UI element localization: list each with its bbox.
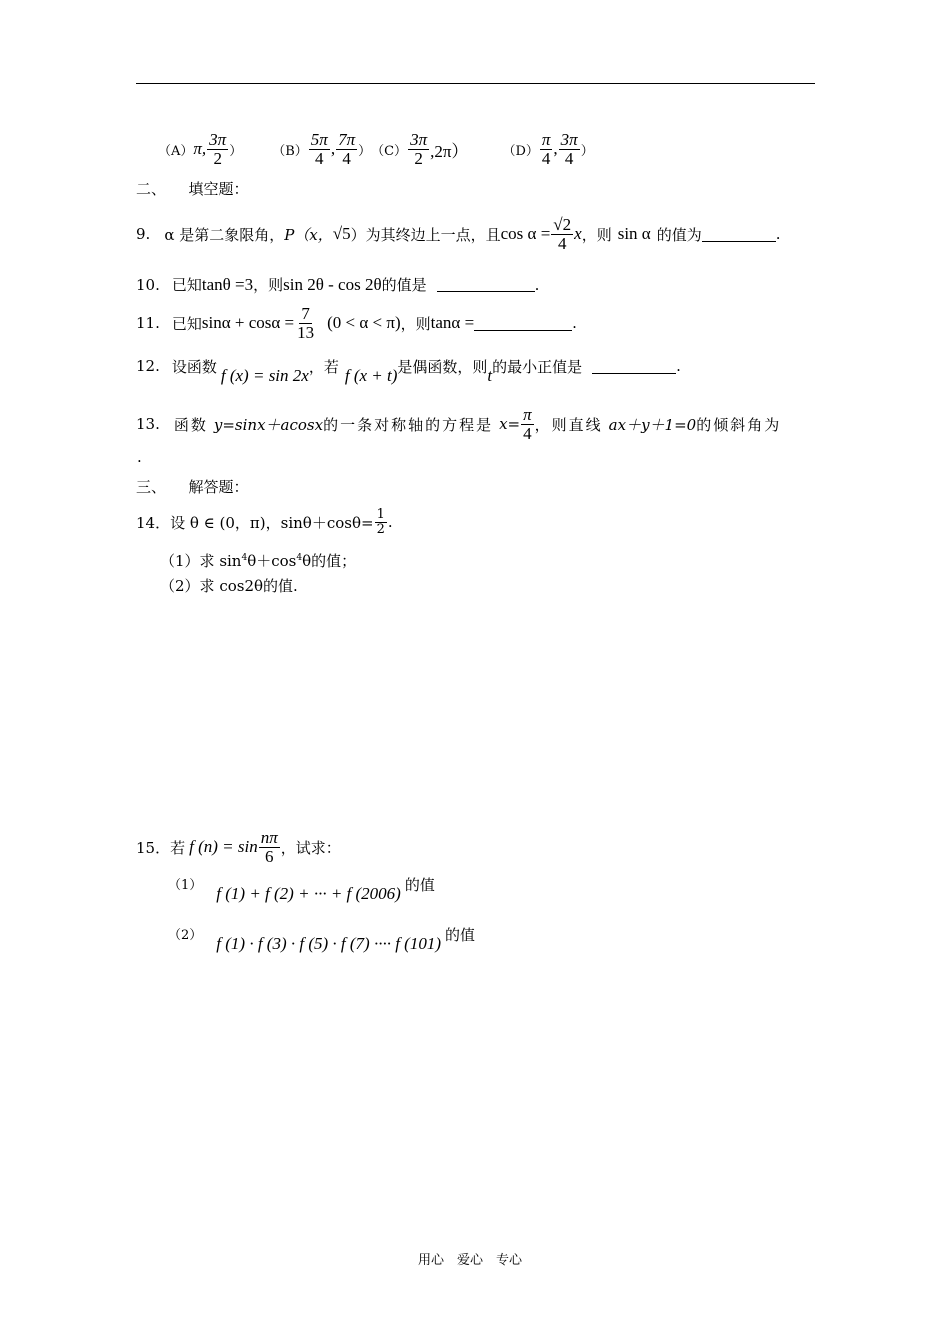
question-15 [136, 822, 341, 872]
q12-end: . [676, 357, 681, 375]
option-d-frac1: $\frac{\pi}{4}$ [541, 129, 551, 168]
q9-x: x [574, 224, 582, 243]
q14-sub1-exp2: 4 [296, 553, 303, 563]
q10-end: . [534, 275, 540, 294]
q15-text-2: ，试求： [280, 838, 341, 857]
q11-expr: sinα + cosα = [201, 313, 295, 332]
section-2-heading: 二、 填空题： [136, 180, 249, 198]
q9-end: . [775, 225, 781, 243]
q10-text-1: 已知 [171, 276, 202, 294]
q14-text: 设 θ ∈ (0，π)，sinθ＋cosθ= [170, 513, 374, 532]
q9-answer-blank[interactable] [702, 227, 776, 242]
q9-point: P（x， [284, 225, 333, 244]
q14-frac: $\frac{1}{2}$ [376, 506, 385, 537]
section-3-heading: 三、 解答题： [136, 478, 249, 496]
q14-sub1 [160, 550, 356, 571]
q11-expr2: tanα = [430, 313, 475, 332]
q11-text-1: 已知 [171, 314, 202, 333]
option-b-frac2: $\frac{7\pi}{4}$ [338, 129, 356, 168]
q12-text-4: 的最小正值是 [492, 357, 583, 376]
header-rule [136, 83, 815, 84]
q13-text-2: 的一条对称轴的方程是 [323, 415, 494, 434]
question-10 [136, 274, 539, 295]
question-11 [136, 298, 577, 348]
q14-sub1-end: θ的值； [302, 552, 357, 570]
q15-sub1-label: （1） [168, 878, 203, 893]
option-a-frac: $\frac{3\pi}{2}$ [209, 129, 227, 168]
page-footer: 用心 爱心 专心 [418, 1253, 523, 1268]
q10-text-2: ，则 [253, 276, 284, 294]
q15-expr: f (n) = sin [189, 837, 258, 856]
q14-sub2 [160, 575, 298, 596]
q11-text-2: ，则 [400, 314, 431, 333]
q11-number: 11. [136, 314, 160, 332]
q15-frac: $\frac{n\pi}{6}$ [260, 827, 278, 866]
question-9 [136, 208, 781, 260]
q13-frac: $\frac{\pi}{4}$ [523, 404, 532, 443]
q9-cos: cos α = [500, 224, 551, 243]
q9-root5: √5 [332, 224, 351, 243]
option-c-frac: $\frac{3\pi}{2}$ [410, 129, 428, 168]
option-d-frac2: $\frac{3\pi}{4}$ [560, 129, 578, 168]
q13-expr2: ax＋y＋1=0 [608, 415, 697, 434]
q10-expr2: sin 2θ - cos 2θ [283, 274, 382, 294]
question-12 [136, 350, 681, 385]
q14-number: 14． [136, 513, 171, 532]
q12-text-2: ，若 [308, 357, 339, 376]
q15-sub2-end: 的值 [445, 926, 476, 944]
q10-answer-blank[interactable] [437, 277, 535, 292]
q14-sub1-text: 求 sin [199, 552, 242, 570]
question-13 [136, 400, 781, 448]
q14-sub2-text: 求 cos2θ的值. [199, 577, 298, 595]
q14-sub2-label: （2） [160, 577, 200, 595]
option-b-close: ） [358, 143, 372, 159]
q9-text-4: 的值为 [656, 225, 702, 244]
q13-text-3: ，则直线 [534, 415, 603, 434]
q9-text-1: α 是第二象限角， [164, 225, 285, 244]
option-a-pi: π, [193, 139, 207, 158]
q13-expr: y=sinx＋acosx [213, 415, 324, 434]
q14-sub1-mid: θ＋cos [247, 552, 297, 570]
q14-sub1-label: （1） [160, 552, 200, 570]
option-b-comma: , [330, 139, 336, 158]
q9-frac: $\frac{√2}{4}$ [553, 214, 572, 253]
q13-trailing-dot: . [137, 448, 142, 466]
q11-answer-blank[interactable] [474, 316, 572, 331]
q9-sin: sin α [617, 224, 651, 243]
q10-number: 10. [136, 275, 160, 294]
q14-end: . [387, 513, 393, 531]
q9-number: 9. [136, 225, 151, 243]
question-14 [136, 502, 393, 542]
q12-text-1: 设函数 [171, 357, 217, 376]
option-a-label: （A） [158, 143, 194, 159]
q13-number: 13. [136, 415, 160, 433]
q15-text-1: 若 [170, 838, 186, 857]
q12-answer-blank[interactable] [592, 359, 676, 374]
q13-text-4: 的倾斜角为 [696, 415, 782, 434]
option-c-right: ,2π） [430, 141, 469, 161]
q14-sub1-exp1: 4 [241, 553, 248, 563]
option-c-label: （C） [371, 143, 408, 159]
q9-text-3: ，则 [581, 225, 612, 244]
q15-sub1-expr: f (1) + f (2) + ··· + f (2006) [216, 884, 401, 903]
option-a-close: ） [229, 143, 243, 159]
q15-sub2 [168, 924, 475, 954]
q12-number: 12. [136, 357, 160, 375]
q11-frac: $\frac{7}{13}$ [297, 303, 315, 342]
q13-text-1: 函数 [173, 415, 208, 434]
q9-text-2: ）为其终边上一点，且 [350, 225, 501, 244]
q12-t: t [487, 366, 493, 385]
q15-sub2-expr: f (1) · f (3) · f (5) · f (7) ···· f (101) [216, 934, 442, 953]
q11-condition: (0 < α < π) [327, 313, 401, 332]
option-b-frac1: $\frac{5\pi}{4}$ [310, 129, 328, 168]
options-row [158, 124, 594, 174]
q15-sub1 [168, 874, 435, 904]
q15-number: 15． [136, 838, 171, 857]
option-d-close: ） [580, 143, 594, 159]
q10-text-3: 的值是 [381, 276, 427, 294]
q12-text-3: 是偶函数，则 [397, 357, 488, 376]
q10-expr: tanθ =3 [201, 274, 254, 294]
option-d-label: （D） [502, 143, 539, 159]
option-b-label: （B） [272, 143, 308, 159]
q15-sub2-label: （2） [168, 928, 203, 943]
q12-expr2: f (x + t) [344, 366, 398, 385]
q12-expr: f (x) = sin 2x [220, 366, 309, 385]
q11-end: . [572, 314, 577, 332]
option-d-comma: , [553, 139, 558, 158]
q13-x-eq: x= [499, 415, 521, 433]
q15-sub1-end: 的值 [404, 876, 435, 894]
